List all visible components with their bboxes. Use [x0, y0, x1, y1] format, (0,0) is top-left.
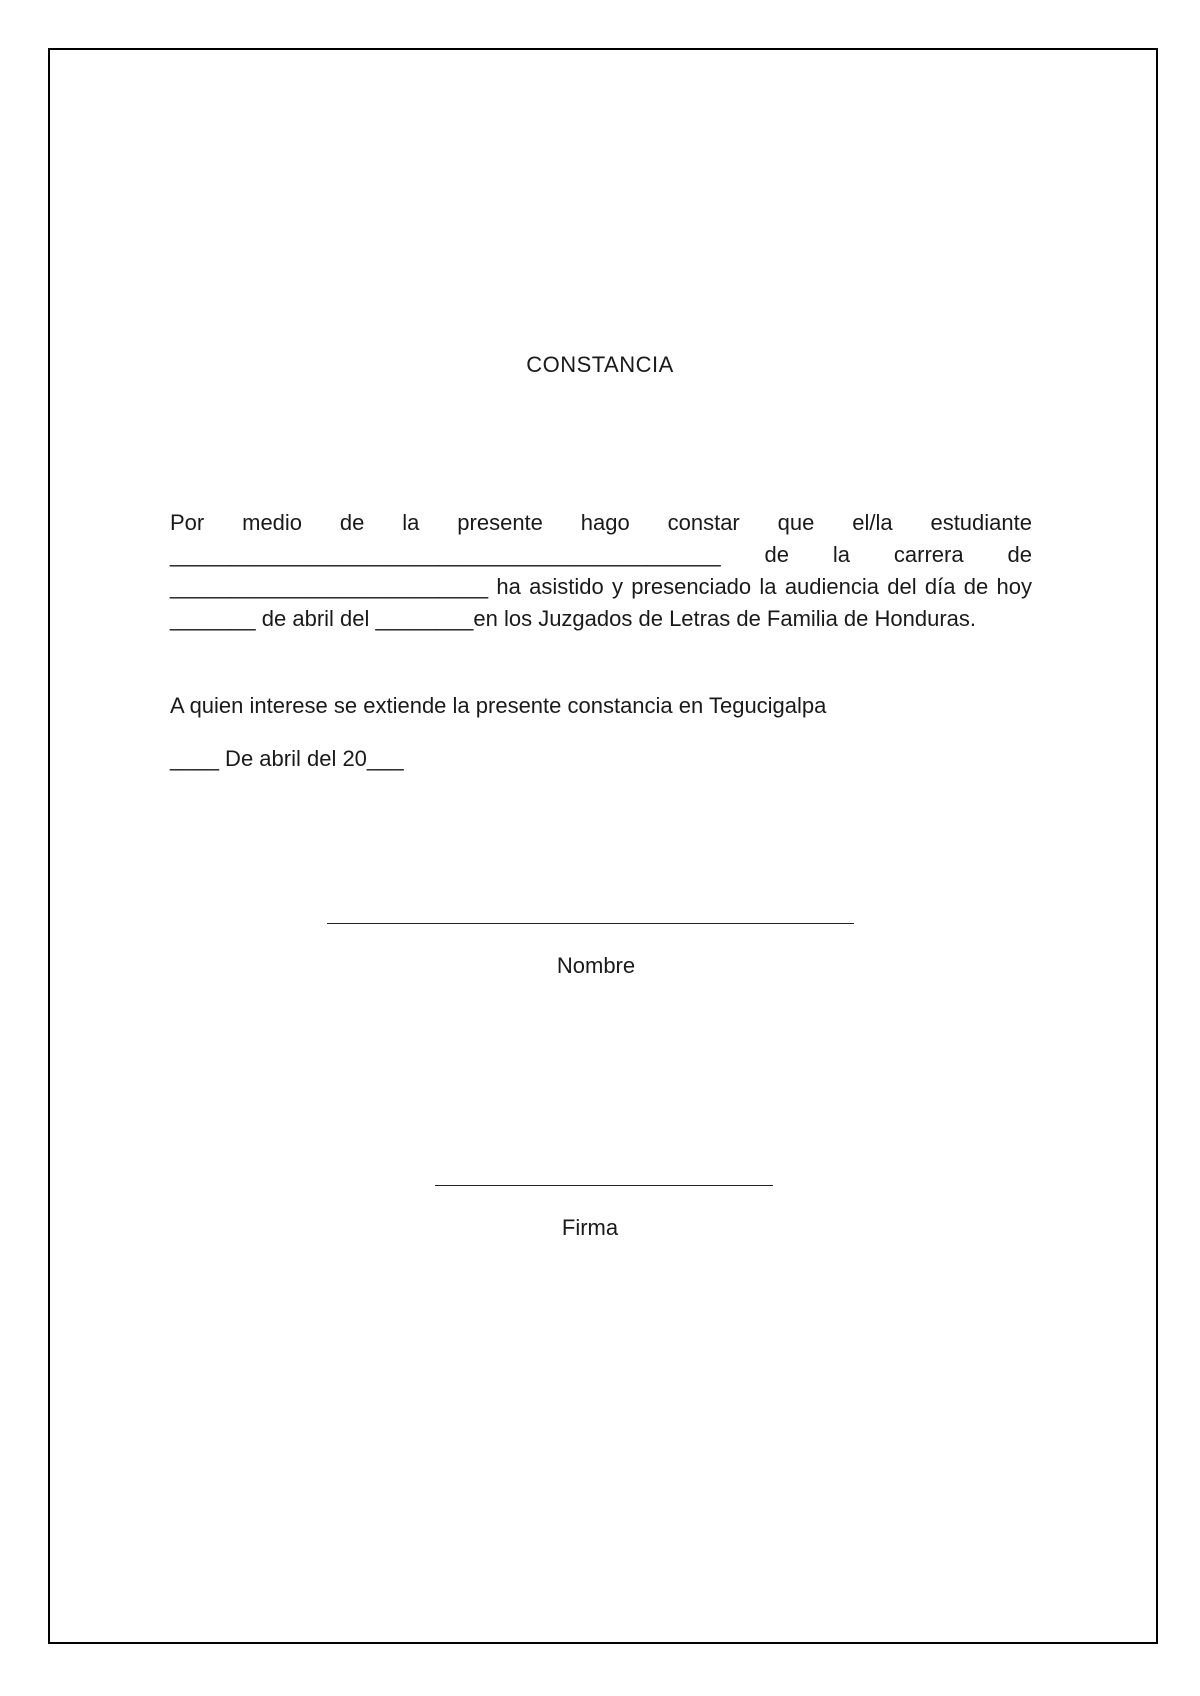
interest-paragraph: A quien interese se extiende la presente constancia en Tegucigalpa: [170, 693, 827, 718]
document-title: CONSTANCIA: [526, 352, 674, 377]
name-caption: Nombre: [556, 953, 636, 978]
date-line: ____ De abril del 20___: [170, 746, 404, 771]
constancia-paragraph: Por medio de la presente hago constar que el/la estudiante _____________________________________________ de la carrera de __________________________ ha asistido y presenciado la audiencia del día de hoy _______ de abril del ________en los Juzgados de Letras de Familia de Honduras.: [170, 510, 1032, 631]
firma-signature-line: [435, 1185, 773, 1186]
firma-caption: Firma: [561, 1215, 619, 1240]
page-frame: [48, 48, 1158, 1644]
name-signature-line: [327, 923, 854, 924]
